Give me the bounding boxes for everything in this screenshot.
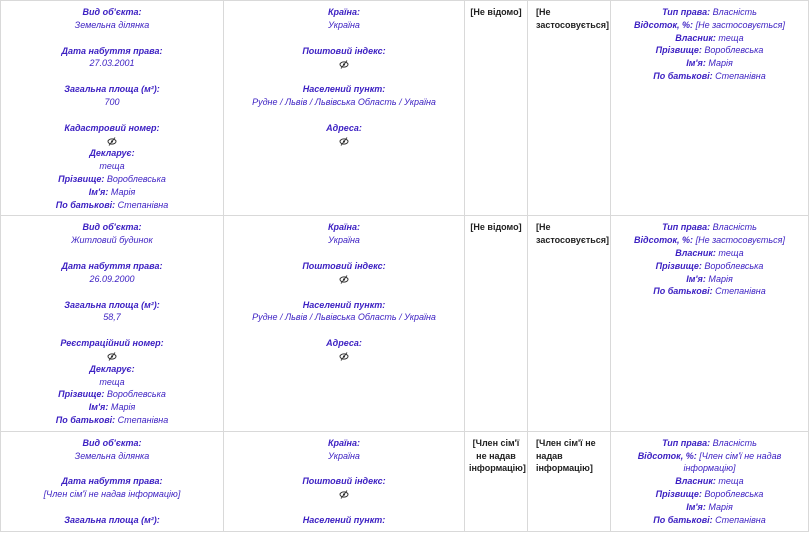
share-label: Відсоток, %: <box>634 19 694 30</box>
owner-patronymic-value: Степанівна <box>715 514 766 525</box>
owner-patronymic-value: Степанівна <box>715 70 766 81</box>
name-label: Ім'я: <box>88 186 109 197</box>
acquisition-date-label: Дата набуття права: <box>61 476 163 487</box>
owner-value: теща <box>718 476 744 487</box>
share-value: [Не застосовується] <box>695 235 785 246</box>
right-type-value: Власність <box>712 222 757 233</box>
total-area-value: 700 <box>104 96 120 107</box>
locality-label: Населений пункт: <box>302 84 386 95</box>
acquisition-date-value: [Член сім'ї не надав інформацію] <box>43 489 181 500</box>
declarant-label: Декларує: <box>89 363 135 374</box>
eye-slash-icon <box>339 488 349 500</box>
value-cell: [Член сім'ї не надав інформацію] <box>465 431 528 531</box>
right-type-value: Власність <box>712 7 757 17</box>
rights-cell <box>611 1 809 216</box>
locality-value: Рудне / Львів / Львівська Область / Україна <box>252 312 436 323</box>
share-value: [Не застосовується] <box>695 19 785 30</box>
table-row <box>1 431 809 531</box>
country-value: Україна <box>328 19 360 30</box>
eye-slash-icon <box>339 135 349 147</box>
locality-label: Населений пункт: <box>302 514 386 525</box>
owner-patronymic-label: По батькові: <box>653 70 713 81</box>
postal-code-label: Поштовий індекс: <box>302 476 386 487</box>
owner-name-label: Ім'я: <box>686 501 706 512</box>
owner-patronymic-value: Степанівна <box>715 286 766 297</box>
right-type-value: Власність <box>712 437 757 448</box>
owner-patronymic-label: По батькові: <box>653 514 713 525</box>
owner-surname-value: Вороблевська <box>704 260 764 271</box>
value-cell: [Не відомо] <box>465 1 528 216</box>
country-label: Країна: <box>328 437 360 448</box>
total-area-label: Загальна площа (м²): <box>64 84 160 95</box>
declarant-label: Декларує: <box>89 148 135 159</box>
surname-value: Вороблевська <box>106 173 166 184</box>
eye-slash-icon <box>107 135 117 147</box>
right-type-label: Тип права: <box>662 222 711 233</box>
postal-code-label: Поштовий індекс: <box>302 260 386 271</box>
name-value: Марія <box>110 402 136 413</box>
patronymic-label: По батькові: <box>55 199 116 210</box>
surname-label: Прізвище: <box>58 173 105 184</box>
owner-value: теща <box>718 247 744 258</box>
patronymic-label: По батькові: <box>55 414 116 425</box>
owner-name-value: Марія <box>708 58 733 69</box>
surname-value: Вороблевська <box>106 389 166 400</box>
cadastral-number-label: Кадастровий номер: <box>64 122 160 133</box>
right-type-label: Тип права: <box>662 7 711 17</box>
object-type-label: Вид об'єкта: <box>82 437 142 448</box>
object-type-value: Земельна ділянка <box>74 450 150 461</box>
name-value: Марія <box>110 186 136 197</box>
share-label: Відсоток, %: <box>634 235 694 246</box>
object-type-value: Земельна ділянка <box>74 19 150 30</box>
eye-slash-icon <box>339 57 349 69</box>
owner-name-label: Ім'я: <box>686 58 706 69</box>
location-cell <box>224 1 465 216</box>
acquisition-date-label: Дата набуття права: <box>61 260 163 271</box>
locality-label: Населений пункт: <box>302 299 386 310</box>
table-row <box>1 216 809 431</box>
right-type-label: Тип права: <box>662 437 711 448</box>
owner-label: Власник: <box>675 476 716 487</box>
rights-cell <box>611 431 809 531</box>
locality-value: Рудне / Львів / Львівська Область / Україна <box>252 96 436 107</box>
owner-value: теща <box>718 32 744 43</box>
total-area-label: Загальна площа (м²): <box>64 514 160 525</box>
object-cell <box>1 431 224 531</box>
rights-cell <box>611 216 809 431</box>
owner-surname-value: Вороблевська <box>704 45 764 56</box>
eye-slash-icon <box>107 350 117 362</box>
patronymic-value: Степанівна <box>117 199 169 210</box>
object-type-label: Вид об'єкта: <box>82 7 142 17</box>
valuation-cell: [Член сім'ї не надав інформацію] <box>528 431 611 531</box>
valuation-cell: [Не застосовується] <box>528 216 611 431</box>
declarant-value: теща <box>99 376 125 387</box>
object-cell <box>1 216 224 431</box>
address-label: Адреса: <box>326 338 362 349</box>
country-value: Україна <box>328 235 360 246</box>
owner-label: Власник: <box>675 32 716 43</box>
location-cell <box>224 431 465 531</box>
object-type-label: Вид об'єкта: <box>82 222 142 233</box>
name-label: Ім'я: <box>88 402 109 413</box>
owner-name-value: Марія <box>708 501 733 512</box>
surname-label: Прізвище: <box>58 389 105 400</box>
owner-surname-label: Прізвище: <box>655 488 702 499</box>
postal-code-label: Поштовий індекс: <box>302 45 386 56</box>
object-type-value: Житловий будинок <box>71 235 153 246</box>
eye-slash-icon <box>339 350 349 362</box>
acquisition-date-value: 26.09.2000 <box>89 273 135 284</box>
location-cell <box>224 216 465 431</box>
object-cell <box>1 1 224 216</box>
owner-name-label: Ім'я: <box>686 273 706 284</box>
country-label: Країна: <box>328 222 360 233</box>
eye-slash-icon <box>339 273 349 285</box>
registration-number-label: Реєстраційний номер: <box>60 338 164 349</box>
country-value: Україна <box>328 450 360 461</box>
valuation-cell: [Не застосовується] <box>528 1 611 216</box>
owner-surname-label: Прізвище: <box>655 45 702 56</box>
owner-label: Власник: <box>675 247 716 258</box>
owner-name-value: Марія <box>708 273 733 284</box>
share-value: [Член сім'ї не надав інформацію] <box>683 450 782 474</box>
total-area-value: 58,7 <box>103 312 121 323</box>
address-label: Адреса: <box>326 122 362 133</box>
acquisition-date-label: Дата набуття права: <box>61 45 163 56</box>
owner-surname-value: Вороблевська <box>704 488 764 499</box>
owner-patronymic-label: По батькові: <box>653 286 713 297</box>
country-label: Країна: <box>328 7 360 17</box>
acquisition-date-value: 27.03.2001 <box>89 58 135 69</box>
declarant-value: теща <box>99 161 125 172</box>
total-area-label: Загальна площа (м²): <box>64 299 160 310</box>
table-row <box>1 1 809 216</box>
share-label: Відсоток, %: <box>637 450 697 461</box>
value-cell: [Не відомо] <box>465 216 528 431</box>
patronymic-value: Степанівна <box>117 414 169 425</box>
owner-surname-label: Прізвище: <box>655 260 702 271</box>
